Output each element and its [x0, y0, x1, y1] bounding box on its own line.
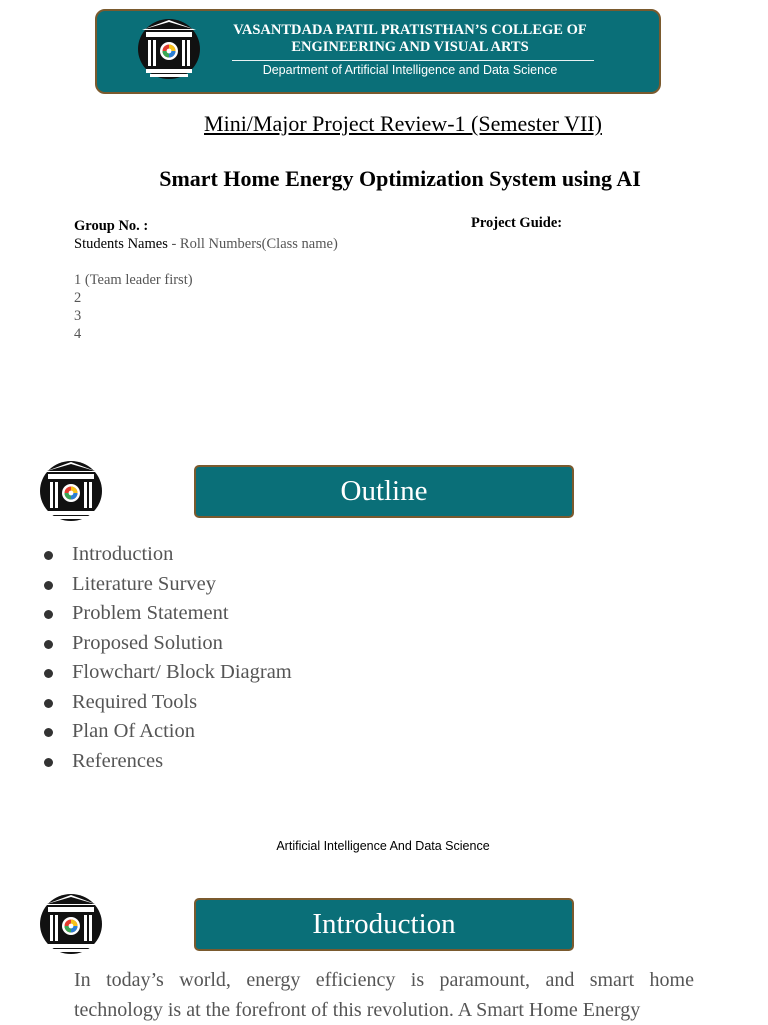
- college-seal-icon: [38, 458, 104, 524]
- review-title: Mini/Major Project Review-1 (Semester VII): [204, 111, 602, 136]
- member-item: 2: [74, 290, 82, 306]
- college-seal-icon: [38, 891, 104, 957]
- outline-item-introduction: Introduction: [40, 540, 292, 570]
- project-title: Smart Home Energy Optimization System using AI: [159, 166, 641, 191]
- outline-item-flowchart: Flowchart/ Block Diagram: [40, 658, 292, 688]
- outline-item-literature-survey: Literature Survey: [40, 570, 292, 600]
- outline-heading: Outline: [194, 465, 574, 518]
- project-guide-label: Project Guide:: [471, 215, 563, 231]
- introduction-paragraph: In today’s world, energy efficiency is paramount, and smart home technology is at the forefront of this revolution. A Smart Home Energy: [74, 969, 694, 1021]
- outline-item-references: References: [40, 747, 292, 777]
- member-item: 3: [74, 308, 82, 324]
- page-footer: Artificial Intelligence And Data Science: [276, 839, 490, 853]
- college-name: VASANTDADA PATIL PRATISTHAN’S COLLEGE OF ENGINEERING AND VISUAL ARTS: [233, 22, 587, 55]
- group-no-label: Group No. :: [74, 218, 149, 234]
- member-list: [74, 271, 193, 343]
- outline-item-plan-of-action: Plan Of Action: [40, 717, 292, 747]
- outline-item-required-tools: Required Tools: [40, 688, 292, 718]
- college-seal-icon: [136, 16, 202, 82]
- member-item: 4: [74, 326, 82, 342]
- introduction-heading: Introduction: [194, 898, 574, 951]
- outline-list: [40, 540, 292, 776]
- member-item: 1 (Team leader first): [74, 272, 193, 288]
- outline-item-problem-statement: Problem Statement: [40, 599, 292, 629]
- students-hint: - Roll Numbers(Class name): [167, 236, 338, 252]
- banner-divider: [232, 60, 594, 61]
- department-name: Department of Artificial Intelligence and Data Science: [262, 63, 558, 77]
- students-names-label: Students Names: [74, 236, 168, 252]
- students-label: [74, 236, 338, 253]
- outline-item-proposed-solution: Proposed Solution: [40, 629, 292, 659]
